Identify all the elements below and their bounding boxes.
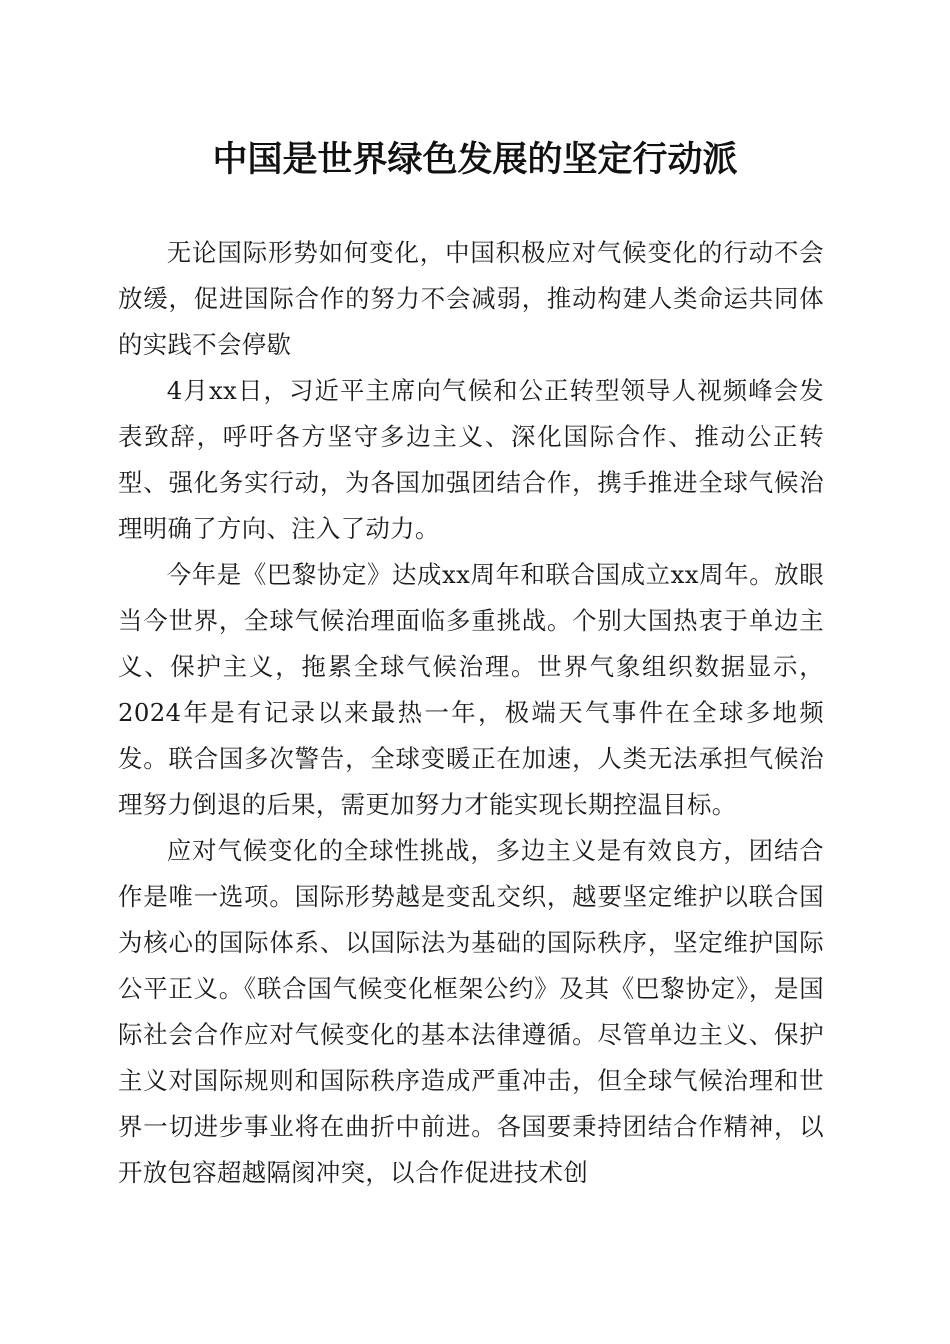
paragraph-intro: 无论国际形势如何变化，中国积极应对气候变化的行动不会放缓，促进国际合作的努力不会减弱，推动构建人类命运共同体的实践不会停歇	[118, 238, 824, 359]
paragraph-multilateralism: 应对气候变化的全球性挑战，多边主义是有效良方，团结合作是唯一选项。国际形势越是变乱交织，越要坚定维护以联合国为核心的国际体系、以国际法为基础的国际秩序，坚定维护国际公平正义。《联合国气候变化框架公约》及其《巴黎协定》，是国际社会合作应对气候变化的基本法律遵循。尽管单边主义、保护主义对国际规则和国际秩序造成严重冲击，但全球气候治理和世界一切进步事业将在曲折中前进。各国要秉持团结合作精神，以开放包容超越隔阂冲突，以合作促进技术创	[118, 836, 824, 1187]
paragraph-summit-speech: 4月xx日，习近平主席向气候和公正转型领导人视频峰会发表致辞，呼吁各方坚守多边主义、深化国际合作、推动公正转型、强化务实行动，为各国加强团结合作，携手推进全球气候治理明确了方向、注入了动力。	[118, 376, 824, 543]
document-body	[118, 230, 824, 1196]
document-title: 中国是世界绿色发展的坚定行动派	[212, 139, 738, 180]
paragraph-paris-agreement: 今年是《巴黎协定》达成xx周年和联合国成立xx周年。放眼当今世界，全球气候治理面临多重挑战。个别大国热衷于单边主义、保护主义，拖累全球气候治理。世界气象组织数据显示，2024年是有记录以来最热一年，极端天气事件在全球多地频发。联合国多次警告，全球变暖正在加速，人类无法承担气候治理努力倒退的后果，需更加努力才能实现长期控温目标。	[118, 560, 824, 819]
